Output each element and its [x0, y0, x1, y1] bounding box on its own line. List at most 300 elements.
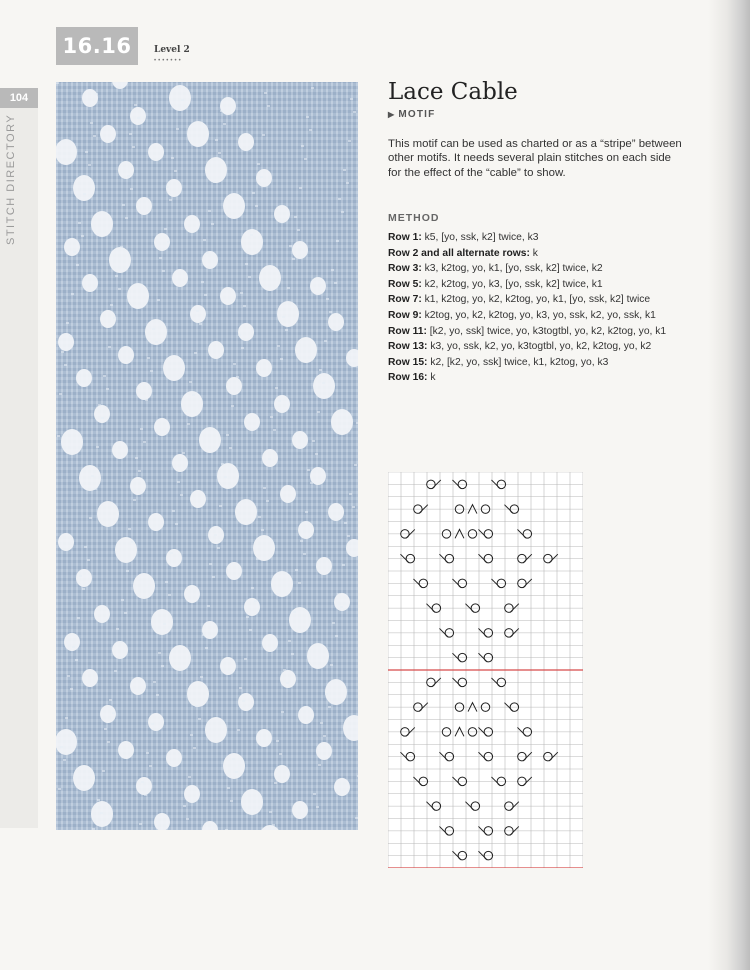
swatch-stitch-texture	[298, 582, 301, 584]
swatch-eyelet	[187, 121, 209, 147]
swatch-stitch-texture	[192, 394, 195, 396]
swatch-stitch-texture	[312, 440, 315, 442]
swatch-lace-holes	[56, 82, 358, 830]
swatch-stitch-texture	[59, 393, 62, 395]
swatch-stitch-texture	[326, 298, 329, 300]
swatch-stitch-texture	[214, 534, 217, 536]
row-label: Row 1:	[388, 232, 422, 243]
swatch-stitch-texture	[131, 541, 134, 543]
row-label: Row 2 and all alternate rows:	[388, 247, 530, 259]
row-instruction: k3, yo, ssk, k2, yo, k3togtbl, yo, k2, k2tog, yo, k2	[427, 341, 652, 353]
swatch-stitch-texture	[315, 453, 318, 455]
swatch-eyelet	[112, 641, 128, 659]
swatch-stitch-texture	[285, 329, 288, 331]
swatch-stitch-texture	[134, 104, 137, 106]
swatch-stitch-texture	[178, 86, 181, 88]
swatch-eyelet	[154, 813, 170, 830]
swatch-stitch-texture	[348, 140, 351, 142]
swatch-stitch-texture	[236, 376, 239, 378]
swatch-eyelet	[343, 715, 358, 741]
swatch-stitch-texture	[344, 522, 347, 524]
swatch-eyelet	[274, 765, 290, 783]
swatch-stitch-texture	[322, 382, 325, 384]
swatch-stitch-texture	[153, 681, 156, 683]
swatch-eyelet	[271, 571, 293, 597]
swatch-stitch-texture	[57, 435, 60, 437]
swatch-stitch-texture	[268, 458, 271, 460]
swatch-stitch-texture	[113, 317, 116, 319]
swatch-stitch-texture	[177, 481, 180, 483]
swatch-stitch-texture	[238, 334, 241, 336]
swatch-stitch-texture	[264, 92, 267, 94]
swatch-eyelet	[169, 85, 191, 111]
swatch-eyelet	[223, 193, 245, 219]
swatch-eyelet	[262, 634, 278, 652]
swatch-eyelet	[73, 175, 95, 201]
swatch-stitch-texture	[301, 145, 304, 147]
row-label: Row 13:	[388, 341, 428, 353]
row-instruction: k2, [k2, yo, ssk] twice, k1, k2tog, yo, k3	[427, 356, 609, 368]
swatch-eyelet	[346, 539, 358, 557]
swatch-eyelet	[154, 418, 170, 436]
swatch-stitch-texture	[357, 775, 358, 777]
swatch-stitch-texture	[304, 158, 307, 160]
swatch-eyelet	[238, 693, 254, 711]
swatch-eyelet	[217, 463, 239, 489]
swatch-stitch-texture	[169, 199, 172, 201]
swatch-stitch-texture	[149, 765, 152, 767]
swatch-eyelet	[238, 133, 254, 151]
swatch-eyelet	[151, 609, 173, 635]
method-row	[388, 277, 680, 293]
swatch-eyelet	[115, 537, 137, 563]
swatch-eyelet	[331, 409, 353, 435]
row-label: Row 3:	[388, 263, 422, 275]
swatch-eyelet	[274, 205, 290, 223]
swatch-eyelet	[244, 598, 260, 616]
swatch-stitch-texture	[239, 687, 242, 689]
swatch-stitch-texture	[261, 529, 264, 531]
swatch-stitch-texture	[76, 264, 79, 266]
swatch-eyelet	[184, 215, 200, 233]
swatch-eyelet	[295, 337, 317, 363]
swatch-stitch-texture	[162, 270, 165, 272]
swatch-stitch-texture	[196, 310, 199, 312]
triangle-right-icon: ▶	[388, 110, 396, 119]
swatch-stitch-texture	[218, 152, 221, 154]
swatch-eyelet	[184, 785, 200, 803]
swatch-stitch-texture	[260, 176, 263, 178]
swatch-eyelet	[334, 778, 350, 796]
swatch-stitch-texture	[130, 188, 133, 190]
swatch-eyelet	[316, 742, 332, 760]
swatch-stitch-texture	[243, 305, 246, 307]
swatch-stitch-texture	[152, 328, 155, 330]
swatch-stitch-texture	[119, 641, 122, 643]
swatch-eyelet	[205, 717, 227, 743]
swatch-stitch-texture	[186, 818, 189, 820]
swatch-stitch-texture	[171, 157, 174, 159]
stitch-description: This motif can be used as charted or as a “stripe” between other motifs. It needs several plain stitches on each side for the effect of the “cable” to show.	[388, 138, 682, 179]
swatch-stitch-texture	[338, 198, 341, 200]
swatch-stitch-texture	[201, 281, 204, 283]
swatch-eyelet	[184, 585, 200, 603]
swatch-stitch-texture	[156, 694, 159, 696]
swatch-eyelet	[133, 573, 155, 599]
swatch-stitch-texture	[183, 805, 186, 807]
swatch-eyelet	[166, 749, 182, 767]
swatch-eyelet	[220, 97, 236, 115]
swatch-stitch-texture	[273, 429, 276, 431]
method-rows	[388, 230, 680, 386]
swatch-stitch-texture	[350, 98, 353, 100]
swatch-stitch-texture	[56, 82, 59, 84]
swatch-eyelet	[136, 197, 152, 215]
swatch-stitch-texture	[116, 628, 119, 630]
swatch-eyelet	[79, 465, 101, 491]
swatch-stitch-texture	[249, 629, 252, 631]
swatch-stitch-texture	[272, 824, 275, 826]
level-dots: •••••••	[154, 58, 183, 64]
swatch-stitch-texture	[90, 122, 93, 124]
subtitle-text: MOTIF	[398, 109, 436, 120]
swatch-stitch-texture	[336, 240, 339, 242]
method-heading: METHOD	[388, 212, 440, 224]
swatch-stitch-texture	[150, 370, 153, 372]
swatch-stitch-texture	[133, 499, 136, 501]
swatch-stitch-texture	[67, 675, 70, 677]
swatch-stitch-texture	[71, 293, 74, 295]
swatch-stitch-texture	[165, 581, 168, 583]
swatch-stitch-texture	[280, 358, 283, 360]
page-gutter-shadow	[708, 0, 750, 970]
swatch-stitch-texture	[115, 275, 118, 277]
swatch-stitch-texture	[95, 93, 98, 95]
swatch-stitch-texture	[103, 375, 106, 377]
swatch-stitch-texture	[184, 410, 187, 412]
swatch-stitch-texture	[84, 546, 87, 548]
swatch-stitch-texture	[140, 428, 143, 430]
swatch-stitch-texture	[235, 771, 238, 773]
swatch-stitch-texture	[318, 764, 321, 766]
swatch-stitch-texture	[127, 175, 130, 177]
swatch-stitch-texture	[262, 134, 265, 136]
swatch-eyelet	[244, 413, 260, 431]
swatch-stitch-texture	[147, 357, 150, 359]
swatch-stitch-texture	[104, 728, 107, 730]
swatch-stitch-texture	[138, 470, 141, 472]
swatch-stitch-texture	[287, 287, 290, 289]
swatch-stitch-texture	[157, 299, 160, 301]
swatch-eyelet	[190, 490, 206, 508]
swatch-eyelet	[127, 283, 149, 309]
swatch-stitch-texture	[167, 241, 170, 243]
swatch-eyelet	[223, 753, 245, 779]
swatch-stitch-texture	[77, 617, 80, 619]
method-row	[388, 324, 680, 340]
swatch-stitch-texture	[81, 235, 84, 237]
swatch-stitch-texture	[121, 599, 124, 601]
swatch-stitch-texture	[181, 99, 184, 101]
swatch-eyelet	[64, 633, 80, 651]
swatch-stitch-texture	[310, 482, 313, 484]
swatch-stitch-texture	[172, 510, 175, 512]
swatch-stitch-texture	[75, 659, 78, 661]
swatch-stitch-texture	[159, 257, 162, 259]
swatch-stitch-texture	[102, 770, 105, 772]
swatch-eyelet	[100, 125, 116, 143]
swatch-stitch-texture	[355, 817, 358, 819]
swatch-eyelet	[280, 670, 296, 688]
swatch-stitch-texture	[107, 741, 110, 743]
swatch-stitch-texture	[343, 169, 346, 171]
swatch-stitch-texture	[207, 605, 210, 607]
swatch-stitch-texture	[180, 494, 183, 496]
swatch-stitch-texture	[291, 653, 294, 655]
swatch-stitch-texture	[258, 516, 261, 518]
swatch-stitch-texture	[349, 493, 352, 495]
swatch-stitch-texture	[225, 829, 228, 830]
section-label: STITCH DIRECTORY	[5, 113, 17, 245]
swatch-eyelet	[289, 607, 311, 633]
swatch-eyelet	[82, 274, 98, 292]
swatch-stitch-texture	[231, 405, 234, 407]
swatch-eyelet	[130, 477, 146, 495]
swatch-stitch-texture	[199, 323, 202, 325]
row-label: Row 11:	[388, 325, 427, 337]
swatch-eyelet	[280, 485, 296, 503]
level-label: Level 2	[154, 45, 190, 55]
swatch-stitch-texture	[229, 447, 232, 449]
swatch-stitch-texture	[202, 634, 205, 636]
swatch-eyelet	[112, 441, 128, 459]
swatch-eyelet	[109, 247, 131, 273]
swatch-stitch-texture	[319, 369, 322, 371]
row-instruction: k1, k2tog, yo, k2, k2tog, yo, k1, [yo, ssk, k2] twice	[421, 294, 651, 306]
swatch-eyelet	[82, 89, 98, 107]
swatch-stitch-texture	[266, 500, 269, 502]
swatch-eyelet	[334, 593, 350, 611]
swatch-stitch-texture	[226, 434, 229, 436]
swatch-stitch-texture	[240, 292, 243, 294]
method-row	[388, 246, 680, 262]
swatch-stitch-texture	[256, 558, 259, 560]
swatch-stitch-texture	[61, 351, 64, 353]
swatch-stitch-texture	[299, 187, 302, 189]
swatch-stitch-texture	[337, 593, 340, 595]
swatch-eyelet	[226, 562, 242, 580]
pattern-number-badge: 16.16	[56, 27, 138, 65]
swatch-eyelet	[298, 521, 314, 539]
swatch-stitch-texture	[170, 552, 173, 554]
swatch-stitch-texture	[241, 347, 244, 349]
swatch-stitch-texture	[276, 740, 279, 742]
swatch-stitch-texture	[101, 417, 104, 419]
swatch-eyelet	[328, 503, 344, 521]
swatch-eyelet	[226, 377, 242, 395]
swatch-stitch-texture	[60, 746, 63, 748]
swatch-stitch-texture	[66, 322, 69, 324]
swatch-eyelet	[235, 499, 257, 525]
row-label: Row 16:	[388, 372, 428, 384]
swatch-eyelet	[172, 269, 188, 287]
swatch-stitch-texture	[208, 210, 211, 212]
swatch-stitch-texture	[91, 475, 94, 477]
swatch-eyelet	[163, 355, 185, 381]
swatch-stitch-texture	[155, 341, 158, 343]
swatch-stitch-texture	[227, 787, 230, 789]
swatch-stitch-texture	[251, 587, 254, 589]
swatch-eyelet	[199, 427, 221, 453]
swatch-stitch-texture	[353, 111, 356, 113]
swatch-stitch-texture	[248, 276, 251, 278]
stitch-subtitle	[388, 109, 435, 120]
swatch-stitch-texture	[232, 758, 235, 760]
swatch-eyelet	[61, 429, 83, 455]
swatch-eyelet	[292, 431, 308, 449]
swatch-stitch-texture	[200, 676, 203, 678]
swatch-eyelet	[91, 211, 113, 237]
swatch-stitch-texture	[85, 151, 88, 153]
swatch-eyelet	[136, 382, 152, 400]
swatch-eyelet	[130, 107, 146, 125]
swatch-stitch-texture	[143, 441, 146, 443]
swatch-stitch-texture	[340, 606, 343, 608]
swatch-eyelet	[202, 821, 218, 830]
swatch-stitch-texture	[188, 776, 191, 778]
swatch-eyelet	[97, 501, 119, 527]
swatch-stitch-texture	[331, 269, 334, 271]
swatch-eyelet	[241, 789, 263, 815]
row-instruction: k	[529, 247, 538, 259]
swatch-stitch-texture	[244, 658, 247, 660]
swatch-stitch-texture	[168, 594, 171, 596]
swatch-eyelet	[256, 359, 272, 377]
swatch-stitch-texture	[279, 753, 282, 755]
swatch-stitch-texture	[73, 251, 76, 253]
swatch-stitch-texture	[295, 569, 298, 571]
swatch-stitch-texture	[307, 469, 310, 471]
swatch-stitch-texture	[124, 612, 127, 614]
swatch-stitch-texture	[205, 647, 208, 649]
swatch-stitch-texture	[82, 588, 85, 590]
swatch-stitch-texture	[245, 263, 248, 265]
swatch-eyelet	[76, 369, 92, 387]
swatch-stitch-texture	[204, 294, 207, 296]
swatch-stitch-texture	[267, 105, 270, 107]
row-instruction: k2tog, yo, k2, k2tog, yo, k3, yo, ssk, k2, yo, ssk, k1	[421, 309, 656, 321]
swatch-stitch-texture	[83, 193, 86, 195]
swatch-stitch-texture	[137, 117, 140, 119]
swatch-stitch-texture	[255, 205, 258, 207]
swatch-stitch-texture	[166, 186, 169, 188]
method-row	[388, 339, 680, 355]
swatch-stitch-texture	[209, 563, 212, 565]
swatch-eyelet	[253, 535, 275, 561]
swatch-stitch-texture	[292, 258, 295, 260]
swatch-eyelet	[292, 241, 308, 259]
swatch-stitch-texture	[190, 734, 193, 736]
swatch-stitch-texture	[335, 635, 338, 637]
knitted-swatch-photo	[56, 82, 358, 830]
swatch-stitch-texture	[346, 182, 349, 184]
swatch-eyelet	[325, 679, 347, 705]
swatch-eyelet	[310, 277, 326, 295]
row-label: Row 5:	[388, 278, 422, 290]
swatch-stitch-texture	[281, 711, 284, 713]
swatch-eyelet	[118, 741, 134, 759]
swatch-stitch-texture	[212, 576, 215, 578]
swatch-eyelet	[73, 765, 95, 791]
swatch-stitch-texture	[354, 464, 357, 466]
swatch-stitch-texture	[189, 381, 192, 383]
swatch-stitch-texture	[108, 346, 111, 348]
swatch-stitch-texture	[129, 133, 132, 135]
swatch-stitch-texture	[211, 223, 214, 225]
swatch-stitch-texture	[176, 128, 179, 130]
swatch-stitch-texture	[303, 553, 306, 555]
swatch-stitch-texture	[128, 528, 131, 530]
method-row	[388, 370, 680, 386]
swatch-stitch-texture	[294, 216, 297, 218]
swatch-stitch-texture	[203, 239, 206, 241]
swatch-eyelet	[208, 341, 224, 359]
stitch-title: Lace Cable	[388, 79, 518, 105]
swatch-eyelet	[169, 645, 191, 671]
swatch-eyelet	[298, 706, 314, 724]
row-label: Row 15:	[388, 356, 428, 368]
swatch-stitch-texture	[254, 600, 257, 602]
swatch-stitch-texture	[242, 700, 245, 702]
swatch-stitch-texture	[139, 823, 142, 825]
swatch-stitch-texture	[135, 457, 138, 459]
swatch-eyelet	[259, 825, 281, 830]
swatch-stitch-texture	[250, 234, 253, 236]
swatch-stitch-texture	[118, 288, 121, 290]
swatch-stitch-texture	[106, 388, 109, 390]
swatch-stitch-texture	[289, 245, 292, 247]
swatch-stitch-texture	[324, 340, 327, 342]
swatch-stitch-texture	[125, 217, 128, 219]
swatch-stitch-texture	[332, 622, 335, 624]
swatch-stitch-texture	[182, 452, 185, 454]
swatch-stitch-texture	[352, 506, 355, 508]
method-row	[388, 308, 680, 324]
row-instruction: k	[427, 372, 436, 384]
swatch-eyelet	[316, 557, 332, 575]
swatch-eyelet	[292, 801, 308, 819]
swatch-eyelet	[202, 621, 218, 639]
row-label: Row 9:	[388, 309, 422, 321]
swatch-stitch-texture	[224, 476, 227, 478]
swatch-stitch-texture	[274, 782, 277, 784]
swatch-eyelet	[76, 569, 92, 587]
page-number: 104	[0, 88, 38, 108]
swatch-stitch-texture	[297, 229, 300, 231]
swatch-stitch-texture	[72, 646, 75, 648]
swatch-stitch-texture	[64, 364, 67, 366]
swatch-stitch-texture	[109, 699, 112, 701]
swatch-stitch-texture	[277, 345, 280, 347]
swatch-stitch-texture	[330, 664, 333, 666]
swatch-stitch-texture	[164, 228, 167, 230]
swatch-stitch-texture	[97, 799, 100, 801]
method-row	[388, 230, 680, 246]
swatch-stitch-texture	[146, 752, 149, 754]
swatch-stitch-texture	[215, 139, 218, 141]
swatch-stitch-texture	[286, 682, 289, 684]
swatch-stitch-texture	[78, 222, 81, 224]
